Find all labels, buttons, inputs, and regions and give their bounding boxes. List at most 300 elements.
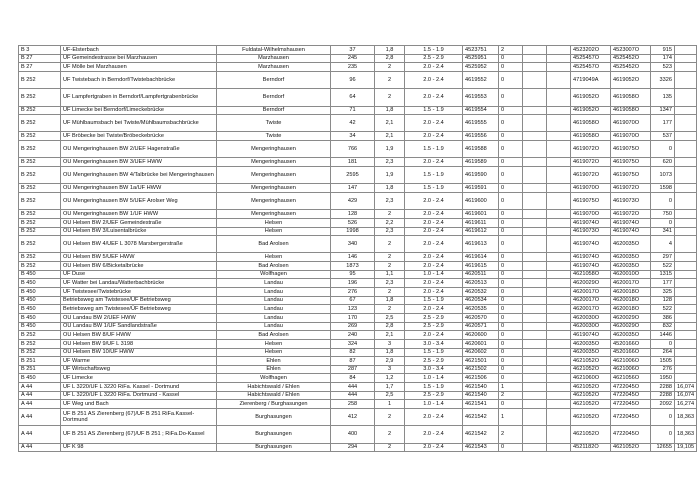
value-cell[interactable]: 386	[651, 313, 675, 322]
blank-cell[interactable]	[523, 89, 547, 106]
width-cell[interactable]: 1,9	[375, 141, 405, 158]
station-cell[interactable]	[675, 374, 697, 383]
structure-name-cell[interactable]: OU Helsen BW 3/Luisentalbrücke	[61, 227, 217, 236]
value-cell[interactable]: 174	[651, 54, 675, 63]
width-cell[interactable]: 2	[375, 71, 405, 88]
station-cell[interactable]	[675, 227, 697, 236]
structure-name-cell[interactable]: OU Landau BW 1/UF Sandlandstraße	[61, 322, 217, 331]
station-cell[interactable]	[675, 158, 697, 167]
node-to-cell[interactable]: 4621056O	[611, 374, 651, 383]
node-to-cell[interactable]: 4525452O	[611, 54, 651, 63]
station-cell[interactable]: 18,363	[675, 409, 697, 426]
blank-cell[interactable]	[547, 218, 571, 227]
node-from-cell[interactable]: 4621052O	[571, 365, 611, 374]
blank-cell[interactable]	[547, 374, 571, 383]
length-cell[interactable]: 64	[331, 89, 375, 106]
location-cell[interactable]: Mengeringhausen	[217, 184, 331, 193]
range-cell[interactable]: 1.5 - 1.9	[405, 383, 463, 392]
value-cell[interactable]: 2288	[651, 391, 675, 400]
value-cell[interactable]: 325	[651, 288, 675, 297]
node-to-cell[interactable]: 4620018O	[611, 296, 651, 305]
part-number-cell[interactable]: 0	[499, 305, 523, 314]
station-cell[interactable]	[675, 279, 697, 288]
part-number-cell[interactable]: 0	[499, 331, 523, 340]
width-cell[interactable]: 1,8	[375, 296, 405, 305]
blank-cell[interactable]	[523, 158, 547, 167]
range-cell[interactable]: 1.5 - 1.9	[405, 348, 463, 357]
structure-id-cell[interactable]: 4619615	[463, 262, 499, 271]
node-to-cell[interactable]: 4619074O	[611, 227, 651, 236]
structure-name-cell[interactable]: UF-Elsterbach	[61, 46, 217, 55]
width-cell[interactable]: 2,1	[375, 331, 405, 340]
structure-name-cell[interactable]: OU Helsen BW 6/Bicketalbrücke	[61, 262, 217, 271]
blank-cell[interactable]	[523, 106, 547, 115]
part-number-cell[interactable]: 0	[499, 296, 523, 305]
location-cell[interactable]: Bad Arolsen	[217, 236, 331, 253]
part-number-cell[interactable]: 2	[499, 46, 523, 55]
value-cell[interactable]: 522	[651, 305, 675, 314]
structure-name-cell[interactable]: OU Mengeringhausen BW 1/UF HWW	[61, 210, 217, 219]
part-number-cell[interactable]: 0	[499, 365, 523, 374]
location-cell[interactable]: Zierenberg / Burghasungen	[217, 400, 331, 409]
part-number-cell[interactable]: 0	[499, 279, 523, 288]
length-cell[interactable]: 324	[331, 339, 375, 348]
node-to-cell[interactable]: 4621006O	[611, 357, 651, 366]
length-cell[interactable]: 294	[331, 443, 375, 452]
blank-cell[interactable]	[547, 54, 571, 63]
width-cell[interactable]: 2,8	[375, 54, 405, 63]
range-cell[interactable]: 1.5 - 1.9	[405, 296, 463, 305]
value-cell[interactable]: 276	[651, 365, 675, 374]
structure-name-cell[interactable]: Betriebsweg am Twistesee/ÜF Betriebsweg	[61, 305, 217, 314]
blank-cell[interactable]	[547, 115, 571, 132]
width-cell[interactable]: 1	[375, 400, 405, 409]
blank-cell[interactable]	[523, 262, 547, 271]
length-cell[interactable]: 67	[331, 296, 375, 305]
width-cell[interactable]: 2	[375, 305, 405, 314]
value-cell[interactable]: 1598	[651, 184, 675, 193]
range-cell[interactable]: 3.0 - 3.4	[405, 339, 463, 348]
structure-id-cell[interactable]: 4619589	[463, 158, 499, 167]
value-cell[interactable]: 0	[651, 426, 675, 443]
blank-cell[interactable]	[523, 71, 547, 88]
range-cell[interactable]: 2.0 - 2.4	[405, 262, 463, 271]
location-cell[interactable]: Helsen	[217, 218, 331, 227]
blank-cell[interactable]	[547, 305, 571, 314]
node-to-cell[interactable]: 4620035O	[611, 236, 651, 253]
blank-cell[interactable]	[547, 46, 571, 55]
part-number-cell[interactable]: 0	[499, 443, 523, 452]
node-to-cell[interactable]: 4620010O	[611, 270, 651, 279]
width-cell[interactable]: 1,8	[375, 46, 405, 55]
structure-id-cell[interactable]: 4619612	[463, 227, 499, 236]
station-cell[interactable]	[675, 288, 697, 297]
location-cell[interactable]: Mengeringhausen	[217, 141, 331, 158]
range-cell[interactable]: 2.0 - 2.4	[405, 426, 463, 443]
location-cell[interactable]: Burghasungen	[217, 443, 331, 452]
location-cell[interactable]: Landau	[217, 296, 331, 305]
location-cell[interactable]: Bad Arolsen	[217, 262, 331, 271]
structure-name-cell[interactable]: OU Mengeringhausen BW 4/Talbrücke bei Mengeringhausen	[61, 167, 217, 184]
road-cell[interactable]: B 450	[19, 313, 61, 322]
road-cell[interactable]: B 450	[19, 374, 61, 383]
blank-cell[interactable]	[523, 305, 547, 314]
blank-cell[interactable]	[523, 192, 547, 209]
blank-cell[interactable]	[523, 391, 547, 400]
road-cell[interactable]: A 44	[19, 400, 61, 409]
road-cell[interactable]: B 252	[19, 71, 61, 88]
value-cell[interactable]: 4	[651, 236, 675, 253]
node-to-cell[interactable]: 4620017O	[611, 279, 651, 288]
station-cell[interactable]	[675, 210, 697, 219]
length-cell[interactable]: 444	[331, 391, 375, 400]
blank-cell[interactable]	[523, 426, 547, 443]
road-cell[interactable]: B 252	[19, 132, 61, 141]
node-from-cell[interactable]: 4619075O	[571, 192, 611, 209]
range-cell[interactable]: 1.5 - 1.9	[405, 106, 463, 115]
structure-id-cell[interactable]: 4619588	[463, 141, 499, 158]
blank-cell[interactable]	[547, 158, 571, 167]
blank-cell[interactable]	[547, 89, 571, 106]
structure-id-cell[interactable]: 4619556	[463, 132, 499, 141]
node-from-cell[interactable]: 4621052O	[571, 409, 611, 426]
blank-cell[interactable]	[547, 192, 571, 209]
node-from-cell[interactable]: 4619073O	[571, 227, 611, 236]
structure-id-cell[interactable]: 4620534	[463, 296, 499, 305]
blank-cell[interactable]	[547, 227, 571, 236]
length-cell[interactable]: 258	[331, 400, 375, 409]
length-cell[interactable]: 412	[331, 409, 375, 426]
station-cell[interactable]	[675, 167, 697, 184]
part-number-cell[interactable]: 1	[499, 383, 523, 392]
part-number-cell[interactable]: 0	[499, 210, 523, 219]
blank-cell[interactable]	[547, 236, 571, 253]
length-cell[interactable]: 1998	[331, 227, 375, 236]
part-number-cell[interactable]: 0	[499, 192, 523, 209]
width-cell[interactable]: 2	[375, 262, 405, 271]
width-cell[interactable]: 2,3	[375, 279, 405, 288]
part-number-cell[interactable]: 0	[499, 89, 523, 106]
structure-id-cell[interactable]: 4619553	[463, 89, 499, 106]
width-cell[interactable]: 2	[375, 236, 405, 253]
road-cell[interactable]: B 252	[19, 106, 61, 115]
range-cell[interactable]: 2.0 - 2.4	[405, 63, 463, 72]
node-to-cell[interactable]: 4619058O	[611, 106, 651, 115]
blank-cell[interactable]	[523, 313, 547, 322]
structure-id-cell[interactable]: 4621540	[463, 391, 499, 400]
part-number-cell[interactable]: 1	[499, 409, 523, 426]
part-number-cell[interactable]: 0	[499, 218, 523, 227]
blank-cell[interactable]	[523, 46, 547, 55]
structure-id-cell[interactable]: 4620532	[463, 288, 499, 297]
road-cell[interactable]: B 252	[19, 348, 61, 357]
structure-id-cell[interactable]: 4621540	[463, 383, 499, 392]
width-cell[interactable]: 2,3	[375, 192, 405, 209]
part-number-cell[interactable]: 0	[499, 374, 523, 383]
node-to-cell[interactable]: 4620035O	[611, 253, 651, 262]
node-from-cell[interactable]: 4620017O	[571, 288, 611, 297]
location-cell[interactable]: Burghasungen	[217, 426, 331, 443]
structure-name-cell[interactable]: UF Wirtschaftsweg	[61, 365, 217, 374]
structure-name-cell[interactable]: OU Helsen BW 8/UF HWW	[61, 331, 217, 340]
location-cell[interactable]: Mengeringhausen	[217, 167, 331, 184]
location-cell[interactable]: Landau	[217, 305, 331, 314]
location-cell[interactable]: Mengeringhausen	[217, 210, 331, 219]
road-cell[interactable]: B 252	[19, 89, 61, 106]
width-cell[interactable]: 2	[375, 426, 405, 443]
node-to-cell[interactable]: 4520166O	[611, 339, 651, 348]
length-cell[interactable]: 170	[331, 313, 375, 322]
location-cell[interactable]: Berndorf	[217, 106, 331, 115]
length-cell[interactable]: 37	[331, 46, 375, 55]
station-cell[interactable]	[675, 305, 697, 314]
structure-name-cell[interactable]: UF Gemeindestrasse bei Marzhausen	[61, 54, 217, 63]
road-cell[interactable]: B 450	[19, 279, 61, 288]
structure-id-cell[interactable]: 4525951	[463, 54, 499, 63]
structure-name-cell[interactable]: UF L 3220/UF L 3220 RiFa. Kassel - Dortmund	[61, 383, 217, 392]
range-cell[interactable]: 3.0 - 3.4	[405, 365, 463, 374]
blank-cell[interactable]	[547, 167, 571, 184]
part-number-cell[interactable]: 0	[499, 357, 523, 366]
blank-cell[interactable]	[523, 184, 547, 193]
blank-cell[interactable]	[547, 331, 571, 340]
structure-id-cell[interactable]: 4619554	[463, 106, 499, 115]
blank-cell[interactable]	[547, 262, 571, 271]
node-to-cell[interactable]: 4722045O	[611, 400, 651, 409]
station-cell[interactable]: 18,363	[675, 426, 697, 443]
structure-id-cell[interactable]: 4619591	[463, 184, 499, 193]
road-cell[interactable]: A 44	[19, 409, 61, 426]
location-cell[interactable]: Landau	[217, 279, 331, 288]
structure-name-cell[interactable]: UF Duse	[61, 270, 217, 279]
location-cell[interactable]: Ehlen	[217, 365, 331, 374]
structure-id-cell[interactable]: 4621542	[463, 409, 499, 426]
node-to-cell[interactable]: 4619075O	[611, 141, 651, 158]
length-cell[interactable]: 196	[331, 279, 375, 288]
length-cell[interactable]: 245	[331, 54, 375, 63]
node-from-cell[interactable]: 4619072O	[571, 167, 611, 184]
width-cell[interactable]: 1,8	[375, 106, 405, 115]
node-from-cell[interactable]: 4619074O	[571, 218, 611, 227]
node-from-cell[interactable]: 4621052O	[571, 383, 611, 392]
value-cell[interactable]: 297	[651, 253, 675, 262]
node-to-cell[interactable]: 4621052O	[611, 443, 651, 452]
station-cell[interactable]	[675, 331, 697, 340]
station-cell[interactable]: 16,074	[675, 383, 697, 392]
blank-cell[interactable]	[547, 184, 571, 193]
length-cell[interactable]: 71	[331, 106, 375, 115]
length-cell[interactable]: 146	[331, 253, 375, 262]
value-cell[interactable]: 0	[651, 409, 675, 426]
blank-cell[interactable]	[523, 339, 547, 348]
value-cell[interactable]: 12655	[651, 443, 675, 452]
blank-cell[interactable]	[523, 167, 547, 184]
width-cell[interactable]: 3	[375, 339, 405, 348]
part-number-cell[interactable]: 0	[499, 322, 523, 331]
station-cell[interactable]	[675, 141, 697, 158]
station-cell[interactable]	[675, 54, 697, 63]
structure-id-cell[interactable]: 4620513	[463, 279, 499, 288]
length-cell[interactable]: 128	[331, 210, 375, 219]
structure-name-cell[interactable]: OU Helsen BW 9/UF L 3198	[61, 339, 217, 348]
blank-cell[interactable]	[523, 400, 547, 409]
width-cell[interactable]: 2,1	[375, 115, 405, 132]
road-cell[interactable]: B 252	[19, 167, 61, 184]
length-cell[interactable]: 276	[331, 288, 375, 297]
structure-id-cell[interactable]: 4621501	[463, 357, 499, 366]
structure-name-cell[interactable]: UF Warme	[61, 357, 217, 366]
node-from-cell[interactable]: 4620030O	[571, 322, 611, 331]
range-cell[interactable]: 2.0 - 2.4	[405, 218, 463, 227]
node-from-cell[interactable]: 4621052O	[571, 357, 611, 366]
structure-id-cell[interactable]: 4619611	[463, 218, 499, 227]
node-from-cell[interactable]: 4621052O	[571, 400, 611, 409]
width-cell[interactable]: 2,5	[375, 313, 405, 322]
blank-cell[interactable]	[523, 357, 547, 366]
road-cell[interactable]: B 252	[19, 227, 61, 236]
station-cell[interactable]	[675, 262, 697, 271]
road-cell[interactable]: B 252	[19, 218, 61, 227]
location-cell[interactable]: Wolfhagen	[217, 374, 331, 383]
length-cell[interactable]: 1873	[331, 262, 375, 271]
length-cell[interactable]: 400	[331, 426, 375, 443]
range-cell[interactable]: 2.0 - 2.4	[405, 115, 463, 132]
structure-name-cell[interactable]: OU Mengeringhausen BW 1a/UF HWW	[61, 184, 217, 193]
structure-name-cell[interactable]: UF B 251 AS Zierenberg (67)/UF B 251 RiFa.Kassel-Dortmund	[61, 409, 217, 426]
structure-name-cell[interactable]: OU Helsen BW 10/UF HWW	[61, 348, 217, 357]
structure-id-cell[interactable]: 4619614	[463, 253, 499, 262]
blank-cell[interactable]	[523, 365, 547, 374]
range-cell[interactable]: 1.0 - 1.4	[405, 270, 463, 279]
part-number-cell[interactable]: 0	[499, 400, 523, 409]
range-cell[interactable]: 1.0 - 1.4	[405, 400, 463, 409]
node-from-cell[interactable]: 4619074O	[571, 253, 611, 262]
range-cell[interactable]: 2.0 - 2.4	[405, 89, 463, 106]
value-cell[interactable]: 750	[651, 210, 675, 219]
location-cell[interactable]: Marzhausen	[217, 54, 331, 63]
structure-name-cell[interactable]: UF B 251 AS Zierenberg (67)/UF B 251 ; RiFa.Do-Kassel	[61, 426, 217, 443]
width-cell[interactable]: 2	[375, 288, 405, 297]
range-cell[interactable]: 2.0 - 2.4	[405, 279, 463, 288]
value-cell[interactable]: 177	[651, 115, 675, 132]
node-from-cell[interactable]: 4620029O	[571, 279, 611, 288]
blank-cell[interactable]	[523, 383, 547, 392]
road-cell[interactable]: B 3	[19, 46, 61, 55]
structure-name-cell[interactable]: OU Mengeringhausen BW 5/UEF Arolser Weg	[61, 192, 217, 209]
part-number-cell[interactable]: 0	[499, 270, 523, 279]
road-cell[interactable]: B 252	[19, 184, 61, 193]
structure-name-cell[interactable]: UF Bröbecke bei Twiste/Bröbeckebrücke	[61, 132, 217, 141]
length-cell[interactable]: 181	[331, 158, 375, 167]
road-cell[interactable]: B 252	[19, 115, 61, 132]
width-cell[interactable]: 1,8	[375, 184, 405, 193]
blank-cell[interactable]	[547, 383, 571, 392]
part-number-cell[interactable]: 0	[499, 253, 523, 262]
structure-name-cell[interactable]: UF Watter bei Landau/Watterbachbrücke	[61, 279, 217, 288]
location-cell[interactable]: Burghasungen	[217, 409, 331, 426]
location-cell[interactable]: Marzhausen	[217, 63, 331, 72]
blank-cell[interactable]	[523, 331, 547, 340]
structure-id-cell[interactable]: 4620511	[463, 270, 499, 279]
node-from-cell[interactable]: 4719049A	[571, 71, 611, 88]
node-from-cell[interactable]: 4619072O	[571, 141, 611, 158]
value-cell[interactable]: 1347	[651, 106, 675, 115]
width-cell[interactable]: 2,8	[375, 322, 405, 331]
node-to-cell[interactable]: 4619073O	[611, 192, 651, 209]
width-cell[interactable]: 1,2	[375, 374, 405, 383]
location-cell[interactable]: Landau	[217, 288, 331, 297]
road-cell[interactable]: B 27	[19, 63, 61, 72]
structure-name-cell[interactable]: UF Twistesee/Twistebrücke	[61, 288, 217, 297]
structure-name-cell[interactable]: UF K 98	[61, 443, 217, 452]
station-cell[interactable]	[675, 313, 697, 322]
node-from-cell[interactable]: 4620030O	[571, 313, 611, 322]
range-cell[interactable]: 2.5 - 2.9	[405, 357, 463, 366]
structure-name-cell[interactable]: Betriebsweg am Twistesee/ÜF Betriebsweg	[61, 296, 217, 305]
range-cell[interactable]: 1.0 - 1.4	[405, 374, 463, 383]
part-number-cell[interactable]: 2	[499, 426, 523, 443]
node-from-cell[interactable]: 4621060O	[571, 374, 611, 383]
road-cell[interactable]: B 450	[19, 296, 61, 305]
structure-name-cell[interactable]: UF Weg und Bach	[61, 400, 217, 409]
station-cell[interactable]	[675, 63, 697, 72]
structure-id-cell[interactable]: 4619555	[463, 115, 499, 132]
length-cell[interactable]: 123	[331, 305, 375, 314]
node-to-cell[interactable]: 4619070O	[611, 132, 651, 141]
part-number-cell[interactable]: 0	[499, 115, 523, 132]
width-cell[interactable]: 1,7	[375, 383, 405, 392]
range-cell[interactable]: 2.0 - 2.4	[405, 409, 463, 426]
road-cell[interactable]: B 252	[19, 339, 61, 348]
blank-cell[interactable]	[523, 132, 547, 141]
part-number-cell[interactable]: 0	[499, 184, 523, 193]
range-cell[interactable]: 2.0 - 2.4	[405, 305, 463, 314]
blank-cell[interactable]	[523, 63, 547, 72]
structure-id-cell[interactable]: 4621506	[463, 374, 499, 383]
station-cell[interactable]	[675, 218, 697, 227]
structure-name-cell[interactable]: UF Limecke	[61, 374, 217, 383]
location-cell[interactable]: Habichtswald / Ehlen	[217, 383, 331, 392]
node-to-cell[interactable]: 4620035O	[611, 331, 651, 340]
part-number-cell[interactable]: 0	[499, 313, 523, 322]
part-number-cell[interactable]: 0	[499, 106, 523, 115]
length-cell[interactable]: 84	[331, 374, 375, 383]
node-from-cell[interactable]: 4621052O	[571, 391, 611, 400]
structure-name-cell[interactable]: UF Limecke bei Berndorf/Limeckebrücke	[61, 106, 217, 115]
length-cell[interactable]: 766	[331, 141, 375, 158]
location-cell[interactable]: Mengeringhausen	[217, 192, 331, 209]
road-cell[interactable]: A 44	[19, 383, 61, 392]
node-from-cell[interactable]: 4521182O	[571, 443, 611, 452]
node-from-cell[interactable]: 4525457O	[571, 63, 611, 72]
blank-cell[interactable]	[523, 253, 547, 262]
length-cell[interactable]: 526	[331, 218, 375, 227]
node-to-cell[interactable]: 4620018O	[611, 305, 651, 314]
station-cell[interactable]	[675, 365, 697, 374]
value-cell[interactable]: 0	[651, 141, 675, 158]
station-cell[interactable]	[675, 339, 697, 348]
station-cell[interactable]	[675, 115, 697, 132]
node-from-cell[interactable]: 4619074O	[571, 331, 611, 340]
node-to-cell[interactable]: 4722045O	[611, 409, 651, 426]
width-cell[interactable]: 2,1	[375, 132, 405, 141]
structure-id-cell[interactable]: 4621541	[463, 400, 499, 409]
station-cell[interactable]	[675, 184, 697, 193]
location-cell[interactable]: Helsen	[217, 227, 331, 236]
road-cell[interactable]: B 450	[19, 288, 61, 297]
node-to-cell[interactable]: 4619052O	[611, 71, 651, 88]
node-from-cell[interactable]: 4620017O	[571, 305, 611, 314]
